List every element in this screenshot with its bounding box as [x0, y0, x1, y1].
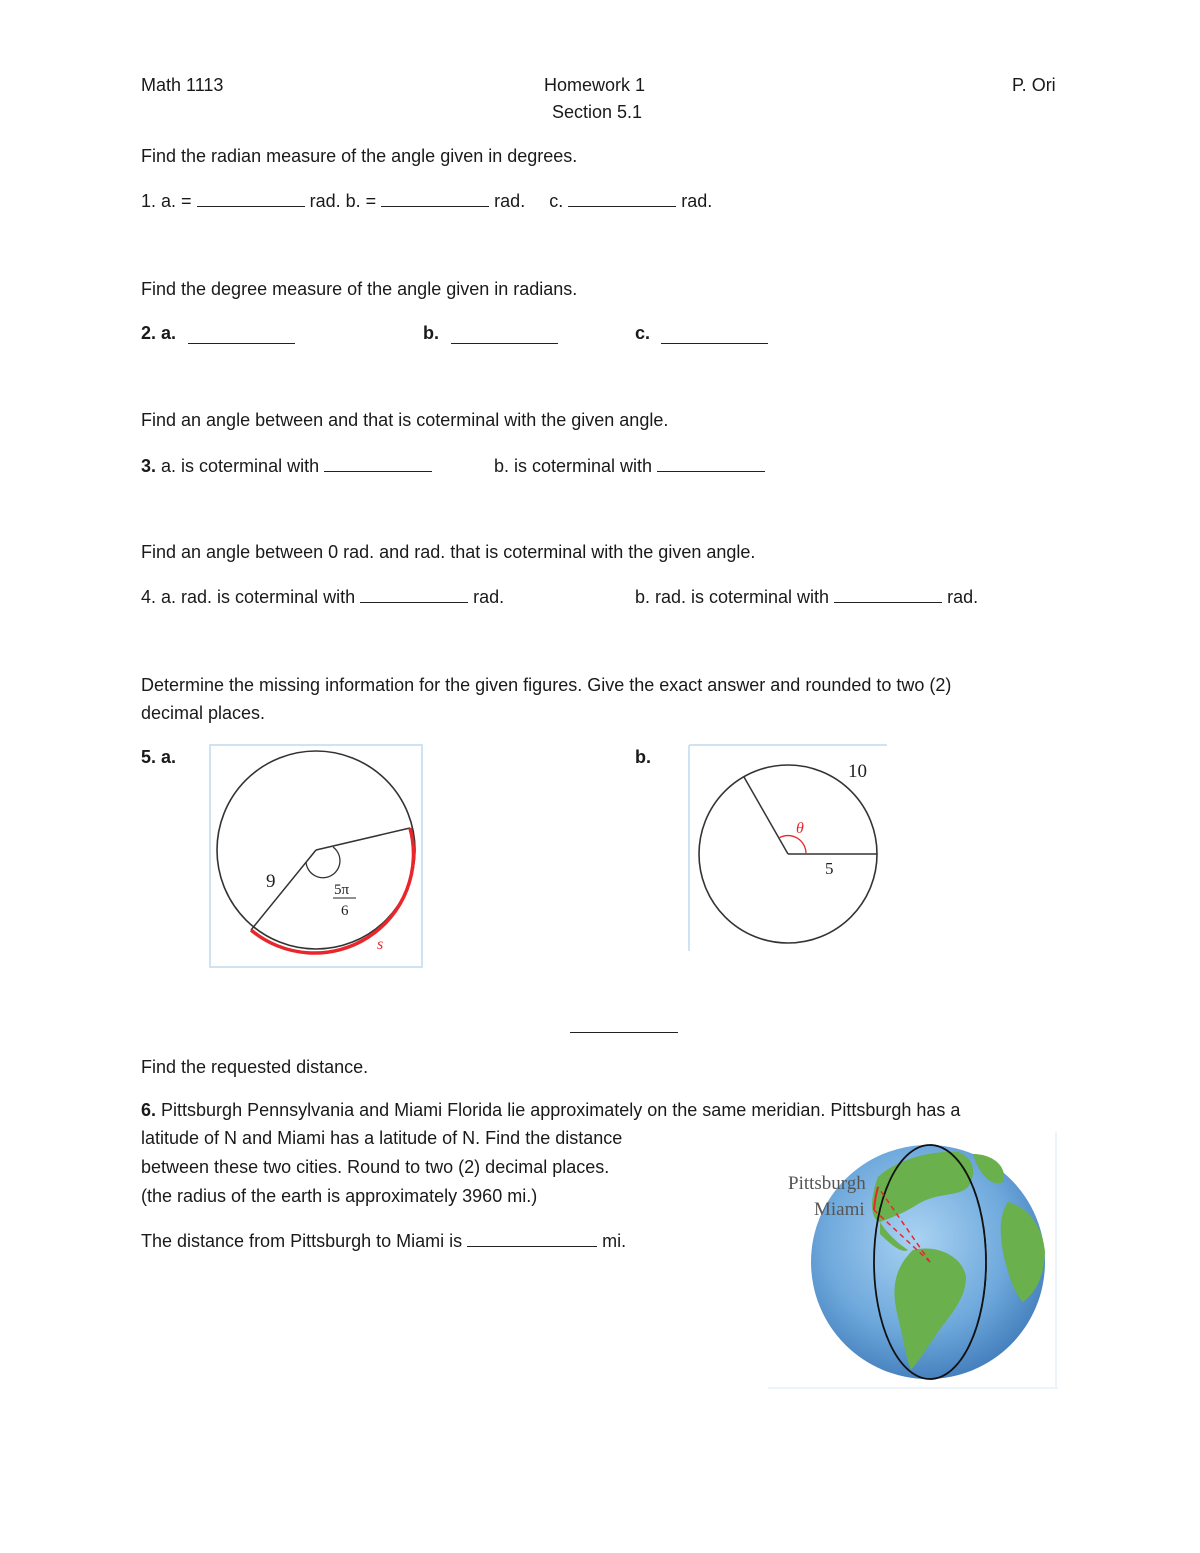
q3-part-b: [494, 455, 765, 477]
q6-answer-prefix: The distance from Pittsburgh to Miami is: [141, 1231, 463, 1251]
q4-a-unit: rad.: [473, 587, 505, 607]
q2-c-answer-blank[interactable]: [661, 327, 768, 344]
q4-number: 4.: [141, 587, 157, 607]
q1-number: 1.: [141, 191, 157, 211]
q2-a-answer-blank[interactable]: [188, 327, 295, 344]
q6-answer-suffix: mi.: [602, 1231, 627, 1251]
q1-part-a: a. =: [161, 191, 192, 211]
figure-5a-radius-label: 9: [266, 871, 276, 892]
globe-label-miami: Miami: [814, 1199, 865, 1220]
q2-part-a: [141, 323, 176, 344]
q5-b-answer-blank[interactable]: [570, 1016, 678, 1033]
q5-instruction-line1: Determine the missing information for the given figures. Give the exact answer and rounded to two (2): [141, 675, 952, 695]
q3-instruction: Find an angle between and that is coterminal with the given angle.: [141, 410, 669, 430]
q1-part-b: rad. b. =: [309, 191, 377, 211]
q5-number: 5.: [141, 747, 157, 767]
q2-b-answer-blank[interactable]: [451, 327, 558, 344]
figure-5a-circle: [209, 744, 423, 968]
q1-c-unit: rad.: [681, 191, 713, 211]
q4-part-a: [141, 586, 504, 608]
q3-b-label: b. is coterminal with: [494, 456, 653, 476]
q2-part-b: b.: [423, 323, 439, 343]
q1-part-c: c.: [549, 191, 564, 211]
figure-6-globe: [768, 1132, 1058, 1390]
figure-5b-arc-label: 10: [848, 761, 867, 782]
q1-line: [141, 190, 712, 212]
q2-number: 2.: [141, 323, 157, 343]
q1-c-answer-blank[interactable]: [568, 190, 676, 207]
q6-instruction: Find the requested distance.: [141, 1057, 369, 1077]
q6-answer-blank[interactable]: [467, 1230, 597, 1247]
q6-text-line1: Pittsburgh Pennsylvania and Miami Florida lie approximately on the same meridian. Pittsburgh has a: [161, 1100, 961, 1120]
q4-b-label: b. rad. is coterminal with: [635, 587, 830, 607]
q1-instruction: Find the radian measure of the angle given in degrees.: [141, 146, 578, 166]
q3-number: 3.: [141, 456, 157, 476]
section-title: Section 5.1: [552, 102, 643, 122]
q6-number: 6.: [141, 1100, 157, 1120]
q1-b-unit: rad.: [494, 191, 526, 211]
q2-instruction: Find the degree measure of the angle given in radians.: [141, 279, 578, 299]
figure-5a-angle-arc: [306, 847, 340, 878]
assignment-title: Homework 1: [544, 75, 646, 95]
q4-b-unit: rad.: [947, 587, 979, 607]
q6-line4: (the radius of the earth is approximately 3960 mi.): [141, 1186, 538, 1206]
course-title: Math 1113: [141, 75, 224, 95]
q3-b-answer-blank[interactable]: [657, 455, 765, 472]
q4-a-answer-blank[interactable]: [360, 586, 468, 603]
q5-part-a: [141, 747, 176, 768]
q3-a-label: a. is coterminal with: [161, 456, 320, 476]
figure-5b-radius-label: 5: [825, 859, 834, 878]
figure-5b-circle: [688, 744, 888, 952]
figure-5a-angle-denominator: 6: [341, 903, 349, 919]
q3-part-a: [141, 455, 432, 477]
q5-instruction-line2: decimal places.: [141, 703, 266, 723]
globe-label-pittsburgh: Pittsburgh: [788, 1173, 866, 1194]
figure-5a-angle-numerator: 5π: [334, 882, 350, 898]
q1-b-answer-blank[interactable]: [381, 190, 489, 207]
q3-a-answer-blank[interactable]: [324, 455, 432, 472]
q5-a-label: a.: [161, 747, 177, 767]
q2-part-c: c.: [635, 323, 651, 343]
figure-5b-angle-label: θ: [796, 820, 804, 837]
q6-answer-line: [141, 1230, 626, 1252]
figure-5a-arc-label: s: [377, 936, 384, 953]
q5-part-b: b.: [635, 747, 651, 767]
q6-line3: between these two cities. Round to two (2) decimal places.: [141, 1157, 610, 1177]
q6-line2: latitude of N and Miami has a latitude of N. Find the distance: [141, 1128, 623, 1148]
q2-a-label: a.: [161, 323, 177, 343]
q4-instruction: Find an angle between 0 rad. and rad. that is coterminal with the given angle.: [141, 542, 756, 562]
q4-a-label: a. rad. is coterminal with: [161, 587, 356, 607]
q4-part-b: [635, 586, 978, 608]
q1-a-answer-blank[interactable]: [197, 190, 305, 207]
q6-line1: [141, 1100, 960, 1121]
instructor-name: P. Ori: [1012, 75, 1056, 95]
q4-b-answer-blank[interactable]: [834, 586, 942, 603]
